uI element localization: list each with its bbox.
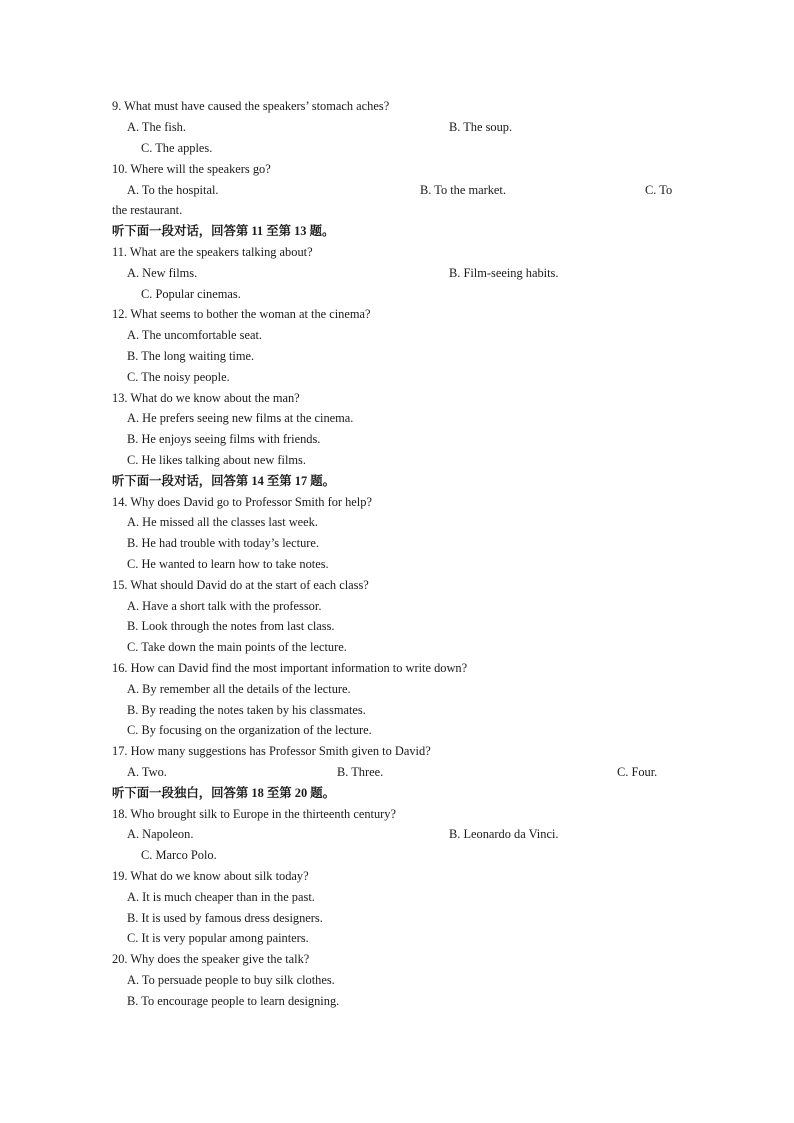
question-15-option-c: C. Take down the main points of the lecture.	[127, 640, 347, 654]
question-11-stem: 11. What are the speakers talking about?	[112, 245, 313, 259]
question-19-option-b: B. It is used by famous dress designers.	[127, 911, 323, 925]
question-17-option-b: B. Three.	[337, 765, 384, 779]
question-18-stem: 18. Who brought silk to Europe in the thirteenth century?	[112, 807, 397, 821]
question-17-stem: 17. How many suggestions has Professor Smith given to David?	[112, 744, 431, 758]
section-heading-18-20: 听下面一段独白，回答第 18 至第 20 题。	[112, 786, 336, 800]
question-12-option-a: A. The uncomfortable seat.	[127, 328, 262, 342]
question-15-option-a: A. Have a short talk with the professor.	[127, 599, 322, 613]
question-14-option-a: A. He missed all the classes last week.	[127, 515, 318, 529]
question-16-option-a: A. By remember all the details of the lecture.	[127, 682, 351, 696]
question-11-option-c: C. Popular cinemas.	[141, 287, 241, 301]
question-13-option-a: A. He prefers seeing new films at the cinema.	[127, 411, 354, 425]
question-17-option-a: A. Two.	[127, 765, 167, 779]
question-20-option-b: B. To encourage people to learn designing.	[127, 994, 340, 1008]
question-9-option-c: C. The apples.	[141, 141, 213, 155]
question-12-option-b: B. The long waiting time.	[127, 349, 255, 363]
question-11-option-b: B. Film-seeing habits.	[449, 266, 559, 280]
question-15-stem: 15. What should David do at the start of each class?	[112, 578, 369, 592]
question-17-option-c: C. Four.	[617, 765, 658, 779]
question-11-option-a: A. New films.	[127, 266, 198, 280]
question-9-option-a: A. The fish.	[127, 120, 186, 134]
question-19-stem: 19. What do we know about silk today?	[112, 869, 309, 883]
question-13-option-b: B. He enjoys seeing films with friends.	[127, 432, 321, 446]
question-10-option-c: C. To	[645, 183, 673, 197]
question-12-stem: 12. What seems to bother the woman at the cinema?	[112, 307, 371, 321]
question-18-option-c: C. Marco Polo.	[141, 848, 217, 862]
question-13-stem: 13. What do we know about the man?	[112, 391, 300, 405]
question-10-option-b: B. To the market.	[420, 183, 506, 197]
question-16-option-b: B. By reading the notes taken by his classmates.	[127, 703, 366, 717]
question-9-option-b: B. The soup.	[449, 120, 513, 134]
question-14-option-b: B. He had trouble with today’s lecture.	[127, 536, 320, 550]
question-20-option-a: A. To persuade people to buy silk clothes.	[127, 973, 335, 987]
question-16-stem: 16. How can David find the most important information to write down?	[112, 661, 468, 675]
question-10-option-c-continued: the restaurant.	[112, 203, 183, 217]
question-13-option-c: C. He likes talking about new films.	[127, 453, 306, 467]
question-20-stem: 20. Why does the speaker give the talk?	[112, 952, 310, 966]
section-heading-14-17: 听下面一段对话，回答第 14 至第 17 题。	[112, 474, 336, 488]
question-18-option-b: B. Leonardo da Vinci.	[449, 827, 559, 841]
question-19-option-a: A. It is much cheaper than in the past.	[127, 890, 315, 904]
question-15-option-b: B. Look through the notes from last class.	[127, 619, 335, 633]
question-14-option-c: C. He wanted to learn how to take notes.	[127, 557, 329, 571]
question-14-stem: 14. Why does David go to Professor Smith for help?	[112, 495, 372, 509]
question-16-option-c: C. By focusing on the organization of the lecture.	[127, 723, 372, 737]
question-12-option-c: C. The noisy people.	[127, 370, 230, 384]
section-heading-11-13: 听下面一段对话，回答第 11 至第 13 题。	[112, 224, 335, 238]
question-10-option-a: A. To the hospital.	[127, 183, 219, 197]
question-19-option-c: C. It is very popular among painters.	[127, 931, 309, 945]
question-18-option-a: A. Napoleon.	[127, 827, 194, 841]
question-9-stem: 9. What must have caused the speakers’ stomach aches?	[112, 99, 390, 113]
question-10-stem: 10. Where will the speakers go?	[112, 162, 271, 176]
